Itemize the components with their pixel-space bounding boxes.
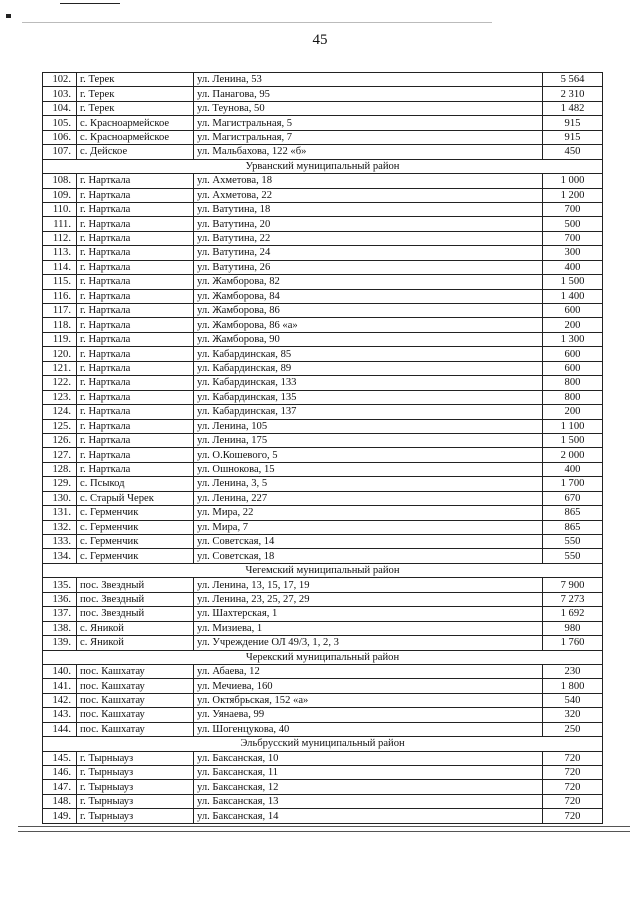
row-number: 117.	[43, 304, 77, 318]
table-row	[43, 794, 603, 808]
table-row	[43, 664, 603, 678]
table-row	[43, 217, 603, 231]
row-address: ул. Ленина, 3, 5	[194, 477, 543, 491]
table-row	[43, 477, 603, 491]
row-address: ул. Баксанская, 13	[194, 794, 543, 808]
row-number: 116.	[43, 289, 77, 303]
row-locality: г. Нарткала	[77, 289, 194, 303]
row-locality: г. Нарткала	[77, 246, 194, 260]
row-address: ул. Советская, 18	[194, 549, 543, 563]
row-value: 7 273	[543, 592, 603, 606]
row-number: 119.	[43, 332, 77, 346]
table-row	[43, 361, 603, 375]
table-row	[43, 275, 603, 289]
row-number: 125.	[43, 419, 77, 433]
row-value: 5 564	[543, 73, 603, 87]
row-address: ул. Ватутина, 22	[194, 231, 543, 245]
row-value: 2 310	[543, 87, 603, 101]
row-address: ул. Кабардинская, 135	[194, 390, 543, 404]
row-value: 1 500	[543, 275, 603, 289]
row-value: 720	[543, 766, 603, 780]
row-number: 124.	[43, 405, 77, 419]
row-number: 133.	[43, 535, 77, 549]
row-address: ул. Мечиева, 160	[194, 679, 543, 693]
row-locality: пос. Кашхатау	[77, 708, 194, 722]
row-locality: г. Нарткала	[77, 174, 194, 188]
row-value: 1 300	[543, 332, 603, 346]
table-row	[43, 87, 603, 101]
row-address: ул. Ватутина, 20	[194, 217, 543, 231]
row-address: ул. Ленина, 175	[194, 433, 543, 447]
row-value: 450	[543, 145, 603, 159]
row-number: 118.	[43, 318, 77, 332]
table-row	[43, 607, 603, 621]
row-value: 1 800	[543, 679, 603, 693]
row-address: ул. Магистральная, 5	[194, 116, 543, 130]
row-number: 139.	[43, 636, 77, 650]
row-number: 111.	[43, 217, 77, 231]
row-value: 250	[543, 722, 603, 736]
row-address: ул. Жамборова, 82	[194, 275, 543, 289]
row-number: 128.	[43, 462, 77, 476]
row-value: 1 500	[543, 433, 603, 447]
row-address: ул. Теунова, 50	[194, 101, 543, 115]
table-row	[43, 73, 603, 87]
table-row	[43, 130, 603, 144]
row-number: 132.	[43, 520, 77, 534]
table-body	[43, 73, 603, 824]
row-value: 800	[543, 376, 603, 390]
row-value: 200	[543, 318, 603, 332]
row-value: 200	[543, 405, 603, 419]
row-locality: с. Псыкод	[77, 477, 194, 491]
row-address: ул. Жамборова, 90	[194, 332, 543, 346]
table-row	[43, 506, 603, 520]
row-value: 7 900	[543, 578, 603, 592]
row-value: 320	[543, 708, 603, 722]
row-address: ул. Ленина, 23, 25, 27, 29	[194, 592, 543, 606]
row-value: 230	[543, 664, 603, 678]
row-number: 114.	[43, 260, 77, 274]
row-number: 144.	[43, 722, 77, 736]
row-locality: г. Нарткала	[77, 347, 194, 361]
row-address: ул. Шахтерская, 1	[194, 607, 543, 621]
row-value: 865	[543, 520, 603, 534]
row-number: 105.	[43, 116, 77, 130]
row-address: ул. Кабардинская, 85	[194, 347, 543, 361]
row-locality: пос. Кашхатау	[77, 693, 194, 707]
row-address: ул. Жамборова, 86 «а»	[194, 318, 543, 332]
row-value: 1 692	[543, 607, 603, 621]
row-address: ул. Мальбахова, 122 «б»	[194, 145, 543, 159]
table-row	[43, 462, 603, 476]
row-value: 700	[543, 202, 603, 216]
row-locality: с. Герменчик	[77, 549, 194, 563]
row-address: ул. Октябрьская, 152 «а»	[194, 693, 543, 707]
table-row	[43, 145, 603, 159]
table-row	[43, 318, 603, 332]
table-row	[43, 592, 603, 606]
row-locality: г. Нарткала	[77, 217, 194, 231]
row-locality: пос. Кашхатау	[77, 722, 194, 736]
row-value: 400	[543, 462, 603, 476]
row-address: ул. Магистральная, 7	[194, 130, 543, 144]
row-locality: с. Яникой	[77, 636, 194, 650]
row-number: 109.	[43, 188, 77, 202]
table-row	[43, 433, 603, 447]
row-locality: г. Нарткала	[77, 304, 194, 318]
table-row	[43, 621, 603, 635]
table-row	[43, 174, 603, 188]
row-number: 108.	[43, 174, 77, 188]
scan-top-line	[60, 3, 120, 4]
row-address: ул. Ленина, 105	[194, 419, 543, 433]
row-address: ул. Баксанская, 14	[194, 809, 543, 823]
row-address: ул. Баксанская, 11	[194, 766, 543, 780]
table-row	[43, 347, 603, 361]
row-number: 140.	[43, 664, 77, 678]
row-number: 121.	[43, 361, 77, 375]
row-value: 865	[543, 506, 603, 520]
row-address: ул. Ленина, 227	[194, 491, 543, 505]
section-row	[43, 159, 603, 173]
row-value: 400	[543, 260, 603, 274]
table-row	[43, 520, 603, 534]
row-address: ул. Абаева, 12	[194, 664, 543, 678]
table-row	[43, 289, 603, 303]
row-value: 600	[543, 347, 603, 361]
row-locality: пос. Кашхатау	[77, 664, 194, 678]
table-row	[43, 549, 603, 563]
row-value: 1 760	[543, 636, 603, 650]
row-locality: г. Нарткала	[77, 419, 194, 433]
row-locality: г. Тырныауз	[77, 809, 194, 823]
row-value: 915	[543, 130, 603, 144]
footer-rule-2	[18, 831, 630, 832]
row-number: 112.	[43, 231, 77, 245]
row-number: 103.	[43, 87, 77, 101]
row-number: 149.	[43, 809, 77, 823]
row-value: 720	[543, 780, 603, 794]
row-value: 915	[543, 116, 603, 130]
row-locality: г. Нарткала	[77, 390, 194, 404]
row-value: 700	[543, 231, 603, 245]
scan-mark-left	[6, 14, 11, 18]
row-number: 123.	[43, 390, 77, 404]
housing-table	[42, 72, 602, 824]
row-address: ул. Ошнокова, 15	[194, 462, 543, 476]
row-locality: г. Нарткала	[77, 202, 194, 216]
row-locality: г. Нарткала	[77, 332, 194, 346]
table-row	[43, 780, 603, 794]
row-value: 980	[543, 621, 603, 635]
table-row	[43, 202, 603, 216]
row-number: 120.	[43, 347, 77, 361]
row-address: ул. Ахметова, 22	[194, 188, 543, 202]
row-value: 2 000	[543, 448, 603, 462]
row-locality: г. Нарткала	[77, 405, 194, 419]
row-number: 146.	[43, 766, 77, 780]
row-locality: г. Нарткала	[77, 433, 194, 447]
row-value: 550	[543, 549, 603, 563]
row-locality: пос. Звездный	[77, 578, 194, 592]
row-number: 110.	[43, 202, 77, 216]
row-locality: с. Старый Черек	[77, 491, 194, 505]
row-address: ул. Кабардинская, 137	[194, 405, 543, 419]
table-row	[43, 448, 603, 462]
row-address: ул. Баксанская, 10	[194, 751, 543, 765]
row-address: ул. Ленина, 53	[194, 73, 543, 87]
row-number: 136.	[43, 592, 77, 606]
table-row	[43, 116, 603, 130]
row-address: ул. Кабардинская, 89	[194, 361, 543, 375]
row-address: ул. Ленина, 13, 15, 17, 19	[194, 578, 543, 592]
section-title: Эльбрусский муниципальный район	[43, 737, 603, 751]
row-locality: г. Нарткала	[77, 318, 194, 332]
row-number: 113.	[43, 246, 77, 260]
row-locality: пос. Кашхатау	[77, 679, 194, 693]
row-number: 127.	[43, 448, 77, 462]
row-locality: г. Нарткала	[77, 231, 194, 245]
row-value: 1 482	[543, 101, 603, 115]
row-locality: с. Яникой	[77, 621, 194, 635]
row-number: 106.	[43, 130, 77, 144]
row-address: ул. Мира, 22	[194, 506, 543, 520]
row-locality: г. Нарткала	[77, 275, 194, 289]
row-locality: г. Нарткала	[77, 188, 194, 202]
table-row	[43, 260, 603, 274]
row-value: 720	[543, 809, 603, 823]
section-title: Черекский муниципальный район	[43, 650, 603, 664]
row-value: 720	[543, 794, 603, 808]
row-value: 550	[543, 535, 603, 549]
row-address: ул. Жамборова, 86	[194, 304, 543, 318]
table-row	[43, 679, 603, 693]
table-row	[43, 766, 603, 780]
row-number: 102.	[43, 73, 77, 87]
row-locality: г. Терек	[77, 73, 194, 87]
row-locality: с. Герменчик	[77, 535, 194, 549]
row-locality: г. Терек	[77, 101, 194, 115]
row-address: ул. Ватутина, 26	[194, 260, 543, 274]
section-row	[43, 650, 603, 664]
page-number: 45	[312, 32, 328, 48]
row-address: ул. Учреждение ОЛ 49/3, 1, 2, 3	[194, 636, 543, 650]
table-row	[43, 708, 603, 722]
row-value: 720	[543, 751, 603, 765]
row-value: 300	[543, 246, 603, 260]
section-row	[43, 737, 603, 751]
table-row	[43, 405, 603, 419]
section-title: Урванский муниципальный район	[43, 159, 603, 173]
row-address: ул. Ватутина, 24	[194, 246, 543, 260]
row-number: 134.	[43, 549, 77, 563]
row-locality: г. Нарткала	[77, 361, 194, 375]
row-locality: пос. Звездный	[77, 607, 194, 621]
row-locality: с. Дейское	[77, 145, 194, 159]
scan-dash-line	[22, 22, 492, 23]
table-row	[43, 693, 603, 707]
row-number: 141.	[43, 679, 77, 693]
row-address: ул. Жамборова, 84	[194, 289, 543, 303]
row-address: ул. Ахметова, 18	[194, 174, 543, 188]
row-number: 122.	[43, 376, 77, 390]
row-locality: г. Нарткала	[77, 260, 194, 274]
row-number: 115.	[43, 275, 77, 289]
section-row	[43, 563, 603, 577]
table-row	[43, 390, 603, 404]
row-value: 1 100	[543, 419, 603, 433]
row-address: ул. Шогенцукова, 40	[194, 722, 543, 736]
row-locality: с. Герменчик	[77, 520, 194, 534]
row-number: 143.	[43, 708, 77, 722]
row-number: 142.	[43, 693, 77, 707]
row-number: 104.	[43, 101, 77, 115]
section-title: Чегемский муниципальный район	[43, 563, 603, 577]
row-locality: г. Нарткала	[77, 462, 194, 476]
row-value: 670	[543, 491, 603, 505]
row-address: ул. О.Кошевого, 5	[194, 448, 543, 462]
row-locality: г. Тырныауз	[77, 794, 194, 808]
row-number: 107.	[43, 145, 77, 159]
footer-rule-1	[18, 826, 630, 827]
row-number: 138.	[43, 621, 77, 635]
table-row	[43, 246, 603, 260]
row-locality: г. Терек	[77, 87, 194, 101]
table-row	[43, 231, 603, 245]
table-row	[43, 809, 603, 823]
row-locality: г. Нарткала	[77, 448, 194, 462]
row-value: 600	[543, 304, 603, 318]
row-number: 126.	[43, 433, 77, 447]
row-address: ул. Уянаева, 99	[194, 708, 543, 722]
row-locality: г. Тырныауз	[77, 751, 194, 765]
table-row	[43, 332, 603, 346]
table-row	[43, 491, 603, 505]
row-value: 1 400	[543, 289, 603, 303]
table-row	[43, 578, 603, 592]
row-address: ул. Мира, 7	[194, 520, 543, 534]
row-address: ул. Советская, 14	[194, 535, 543, 549]
row-value: 1 000	[543, 174, 603, 188]
row-value: 600	[543, 361, 603, 375]
row-value: 540	[543, 693, 603, 707]
row-address: ул. Ватутина, 18	[194, 202, 543, 216]
row-number: 137.	[43, 607, 77, 621]
table-row	[43, 722, 603, 736]
row-locality: с. Герменчик	[77, 506, 194, 520]
table-row	[43, 751, 603, 765]
row-value: 1 200	[543, 188, 603, 202]
row-locality: г. Тырныауз	[77, 766, 194, 780]
row-locality: с. Красноармейское	[77, 130, 194, 144]
row-value: 500	[543, 217, 603, 231]
table-row	[43, 304, 603, 318]
row-value: 1 700	[543, 477, 603, 491]
row-address: ул. Кабардинская, 133	[194, 376, 543, 390]
table-row	[43, 419, 603, 433]
row-number: 147.	[43, 780, 77, 794]
row-number: 148.	[43, 794, 77, 808]
row-value: 800	[543, 390, 603, 404]
row-number: 135.	[43, 578, 77, 592]
table-row	[43, 636, 603, 650]
row-number: 130.	[43, 491, 77, 505]
row-locality: г. Нарткала	[77, 376, 194, 390]
table-row	[43, 101, 603, 115]
row-locality: пос. Звездный	[77, 592, 194, 606]
table-row	[43, 376, 603, 390]
row-address: ул. Панагова, 95	[194, 87, 543, 101]
row-locality: с. Красноармейское	[77, 116, 194, 130]
row-number: 145.	[43, 751, 77, 765]
row-locality: г. Тырныауз	[77, 780, 194, 794]
row-address: ул. Баксанская, 12	[194, 780, 543, 794]
row-address: ул. Мизиева, 1	[194, 621, 543, 635]
row-number: 131.	[43, 506, 77, 520]
row-number: 129.	[43, 477, 77, 491]
table-row	[43, 535, 603, 549]
table-row	[43, 188, 603, 202]
